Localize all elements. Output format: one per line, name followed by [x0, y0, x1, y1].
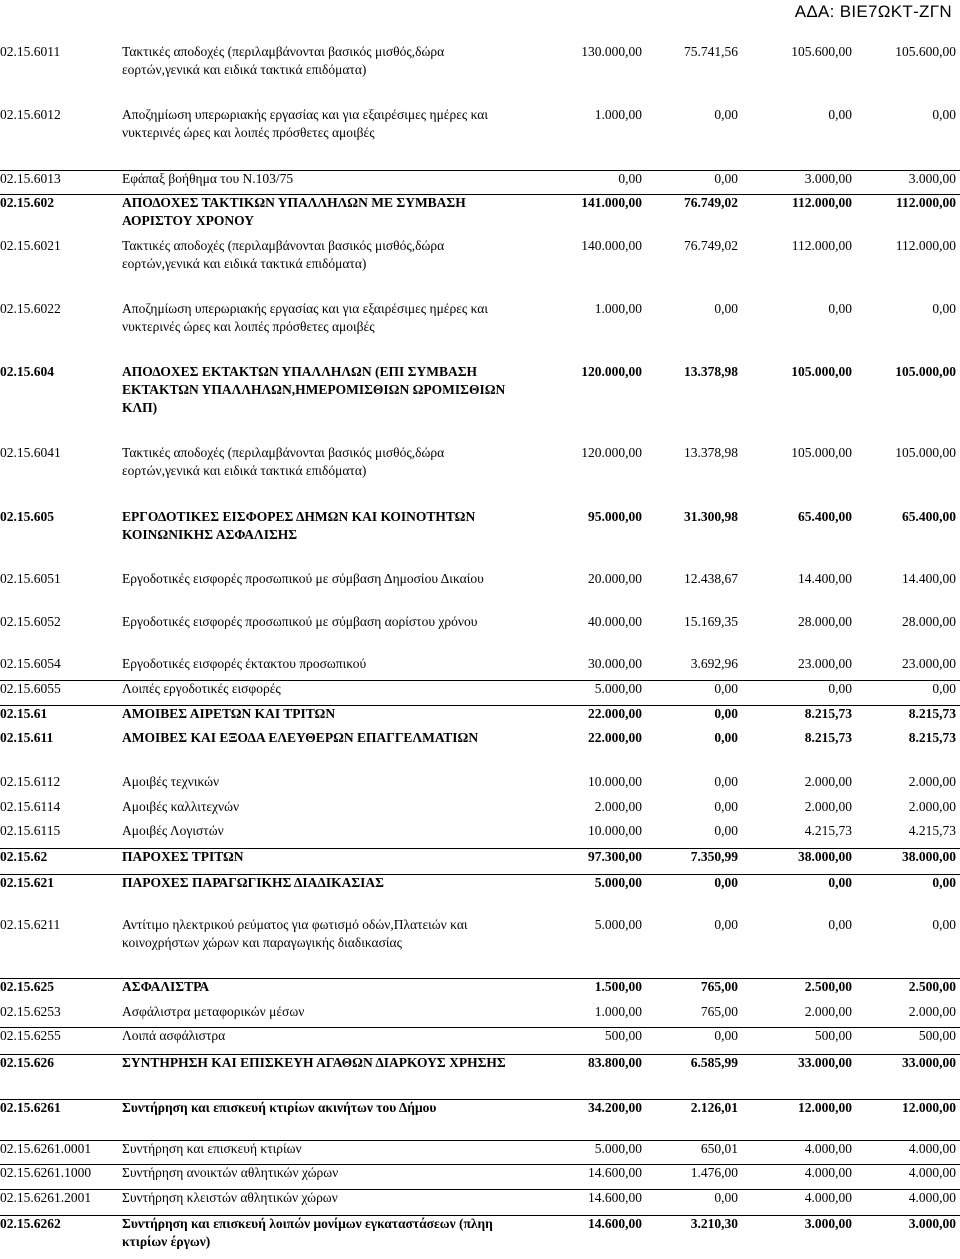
account-description: Ασφάλιστρα μεταφορικών μέσων — [122, 1004, 305, 1019]
proposed-amount: 0,00 — [828, 107, 852, 122]
approved-amount: 0,00 — [932, 301, 956, 316]
approved-amount: 0,00 — [932, 107, 956, 122]
proposed-amount: 105.000,00 — [791, 364, 852, 379]
account-description: Τακτικές αποδοχές (περιλαμβάνονται βασικός μισθός,δώρα εορτών,γενικά και ειδικά τακτικά επιδόματα) — [122, 238, 445, 271]
collected-amount: 0,00 — [714, 917, 738, 932]
proposed-amount: 14.400,00 — [798, 571, 852, 586]
account-code: 02.15.6054 — [0, 656, 61, 671]
collected-amount: 3.210,30 — [690, 1216, 738, 1231]
collected-amount: 6.585,99 — [690, 1055, 738, 1070]
account-code: 02.15.6261.0001 — [0, 1141, 92, 1156]
collected-amount: 0,00 — [714, 107, 738, 122]
approved-amount: 0,00 — [932, 917, 956, 932]
collected-amount: 0,00 — [714, 823, 738, 838]
proposed-amount: 23.000,00 — [798, 656, 852, 671]
proposed-amount: 38.000,00 — [798, 849, 852, 864]
account-description: Συντήρηση και επισκευή λοιπών μονίμων εγκαταστάσεων (πληη κτιρίων έργων) — [122, 1216, 493, 1249]
proposed-amount: 4.000,00 — [804, 1165, 852, 1180]
approved-amount: 112.000,00 — [895, 195, 956, 210]
account-description: ΕΡΓΟΔΟΤΙΚΕΣ ΕΙΣΦΟΡΕΣ ΔΗΜΩΝ ΚΑΙ ΚΟΙΝΟΤΗΤΩΝ ΚΟΙΝΩΝΙΚΗΣ ΑΣΦΑΛΙΣΗΣ — [122, 509, 476, 542]
table-row — [0, 1099, 960, 1115]
proposed-amount: 2.500,00 — [804, 979, 852, 994]
account-code: 02.15.604 — [0, 364, 54, 379]
account-code: 02.15.625 — [0, 979, 54, 994]
budget-amount: 10.000,00 — [588, 823, 642, 838]
proposed-amount: 105.000,00 — [791, 445, 852, 460]
account-description: Συντήρηση ανοικτών αθλητικών χώρων — [122, 1165, 339, 1180]
account-description: Εφάπαξ βοήθημα του Ν.103/75 — [122, 171, 294, 186]
approved-amount: 2.000,00 — [908, 1004, 956, 1019]
budget-amount: 5.000,00 — [594, 1141, 642, 1156]
budget-amount: 1.000,00 — [594, 301, 642, 316]
approved-amount: 105.600,00 — [895, 44, 956, 59]
budget-amount: 0,00 — [618, 171, 642, 186]
budget-amount: 34.200,00 — [588, 1100, 642, 1115]
approved-amount: 28.000,00 — [902, 614, 956, 629]
collected-amount: 75.741,56 — [684, 44, 738, 59]
collected-amount: 650,01 — [700, 1141, 738, 1156]
proposed-amount: 105.600,00 — [791, 44, 852, 59]
collected-amount: 12.438,67 — [684, 571, 738, 586]
table-row — [0, 1140, 960, 1156]
collected-amount: 0,00 — [714, 730, 738, 745]
budget-amount: 5.000,00 — [594, 875, 642, 890]
budget-amount: 140.000,00 — [581, 238, 642, 253]
account-code: 02.15.6115 — [0, 823, 61, 838]
proposed-amount: 28.000,00 — [798, 614, 852, 629]
approved-amount: 2.000,00 — [908, 774, 956, 789]
account-code: 02.15.6261.2001 — [0, 1190, 92, 1205]
account-code: 02.15.6253 — [0, 1004, 61, 1019]
approved-amount: 500,00 — [918, 1028, 956, 1043]
account-description: Συντήρηση κλειστών αθλητικών χώρων — [122, 1190, 338, 1205]
account-description: Εργοδοτικές εισφορές προσωπικού με σύμβαση Δημοσίου Δικαίου — [122, 571, 484, 586]
budget-amount: 22.000,00 — [588, 730, 642, 745]
collected-amount: 0,00 — [714, 706, 738, 721]
collected-amount: 13.378,98 — [684, 364, 738, 379]
approved-amount: 105.000,00 — [895, 364, 956, 379]
collected-amount: 0,00 — [714, 799, 738, 814]
table-row — [0, 170, 960, 186]
budget-amount: 1.500,00 — [594, 979, 642, 994]
account-code: 02.15.6052 — [0, 614, 61, 629]
collected-amount: 765,00 — [700, 979, 738, 994]
account-code: 02.15.6261 — [0, 1100, 61, 1115]
budget-amount: 5.000,00 — [594, 681, 642, 696]
account-description: Τακτικές αποδοχές (περιλαμβάνονται βασικός μισθός,δώρα εορτών,γενικά και ειδικά τακτικά επιδόματα) — [122, 44, 445, 77]
proposed-amount: 2.000,00 — [804, 774, 852, 789]
approved-amount: 4.215,73 — [908, 823, 956, 838]
account-description: Λοιπές εργοδοτικές εισφορές — [122, 681, 281, 696]
proposed-amount: 3.000,00 — [804, 171, 852, 186]
account-description: Εργοδοτικές εισφορές έκτακτου προσωπικού — [122, 656, 367, 671]
proposed-amount: 0,00 — [828, 681, 852, 696]
account-description: ΠΑΡΟΧΕΣ ΤΡΙΤΩΝ — [122, 849, 244, 864]
proposed-amount: 500,00 — [814, 1028, 852, 1043]
account-code: 02.15.626 — [0, 1055, 54, 1070]
account-code: 02.15.61 — [0, 706, 48, 721]
approved-amount: 2.500,00 — [908, 979, 956, 994]
account-code: 02.15.62 — [0, 849, 48, 864]
account-description: Εργοδοτικές εισφορές προσωπικού με σύμβαση αορίστου χρόνου — [122, 614, 478, 629]
approved-amount: 0,00 — [932, 681, 956, 696]
account-code: 02.15.605 — [0, 509, 54, 524]
proposed-amount: 112.000,00 — [791, 238, 852, 253]
budget-amount: 1.000,00 — [594, 107, 642, 122]
collected-amount: 13.378,98 — [684, 445, 738, 460]
collected-amount: 0,00 — [714, 875, 738, 890]
collected-amount: 76.749,02 — [684, 195, 738, 210]
account-code: 02.15.6011 — [0, 44, 61, 59]
table-row — [0, 874, 960, 890]
approved-amount: 112.000,00 — [895, 238, 956, 253]
budget-amount: 1.000,00 — [594, 1004, 642, 1019]
budget-amount: 97.300,00 — [588, 849, 642, 864]
collected-amount: 3.692,96 — [690, 656, 738, 671]
collected-amount: 765,00 — [700, 1004, 738, 1019]
account-description: Αποζημίωση υπερωριακής εργασίας και για εξαιρέσιμες ημέρες και νυκτερινές ώρες και λοιπές πρόσθετες αμοιβές — [122, 107, 488, 140]
approved-amount: 2.000,00 — [908, 799, 956, 814]
account-code: 02.15.6021 — [0, 238, 61, 253]
budget-amount: 120.000,00 — [581, 445, 642, 460]
budget-amount: 130.000,00 — [581, 44, 642, 59]
table-row — [0, 705, 960, 721]
proposed-amount: 3.000,00 — [804, 1216, 852, 1231]
collected-amount: 0,00 — [714, 1190, 738, 1205]
collected-amount: 0,00 — [714, 301, 738, 316]
account-code: 02.15.6255 — [0, 1028, 61, 1043]
approved-amount: 65.400,00 — [902, 509, 956, 524]
proposed-amount: 4.000,00 — [804, 1141, 852, 1156]
proposed-amount: 0,00 — [828, 875, 852, 890]
account-description: Αντίτιμο ηλεκτρικού ρεύματος για φωτισμό οδών,Πλατειών και κοινοχρήστων χώρων και παραγωγικής διαδικασίας — [122, 917, 468, 950]
approved-amount: 4.000,00 — [908, 1190, 956, 1205]
approved-amount: 12.000,00 — [902, 1100, 956, 1115]
collected-amount: 0,00 — [714, 681, 738, 696]
proposed-amount: 0,00 — [828, 917, 852, 932]
approved-amount: 8.215,73 — [908, 706, 956, 721]
account-code: 02.15.602 — [0, 195, 54, 210]
account-code: 02.15.6114 — [0, 799, 61, 814]
approved-amount: 38.000,00 — [902, 849, 956, 864]
approved-amount: 8.215,73 — [908, 730, 956, 745]
approved-amount: 4.000,00 — [908, 1141, 956, 1156]
account-description: Αμοιβές Λογιστών — [122, 823, 224, 838]
proposed-amount: 12.000,00 — [798, 1100, 852, 1115]
budget-amount: 14.600,00 — [588, 1216, 642, 1231]
proposed-amount: 33.000,00 — [798, 1055, 852, 1070]
account-description: ΠΑΡΟΧΕΣ ΠΑΡΑΓΩΓΙΚΗΣ ΔΙΑΔΙΚΑΣΙΑΣ — [122, 875, 385, 890]
account-code: 02.15.6211 — [0, 917, 61, 932]
account-description: Λοιπά ασφάλιστρα — [122, 1028, 226, 1043]
proposed-amount: 112.000,00 — [791, 195, 852, 210]
collected-amount: 0,00 — [714, 1028, 738, 1043]
proposed-amount: 0,00 — [828, 301, 852, 316]
budget-amount: 95.000,00 — [588, 509, 642, 524]
account-description: Αμοιβές τεχνικών — [122, 774, 220, 789]
table-row — [0, 1164, 960, 1180]
ada-reference: ΑΔΑ: ΒΙΕ7ΩΚΤ-ΖΓΝ — [794, 2, 952, 21]
proposed-amount: 2.000,00 — [804, 1004, 852, 1019]
account-code: 02.15.6262 — [0, 1216, 61, 1231]
approved-amount: 3.000,00 — [908, 1216, 956, 1231]
proposed-amount: 2.000,00 — [804, 799, 852, 814]
collected-amount: 0,00 — [714, 171, 738, 186]
account-code: 02.15.6112 — [0, 774, 61, 789]
account-description: ΣΥΝΤΗΡΗΣΗ ΚΑΙ ΕΠΙΣΚΕΥΗ ΑΓΑΘΩΝ ΔΙΑΡΚΟΥΣ ΧΡΗΣΗΣ — [122, 1055, 506, 1070]
budget-amount: 22.000,00 — [588, 706, 642, 721]
collected-amount: 7.350,99 — [690, 849, 738, 864]
budget-amount: 2.000,00 — [594, 799, 642, 814]
budget-amount: 120.000,00 — [581, 364, 642, 379]
table-row — [0, 1027, 960, 1043]
table-row — [0, 1054, 960, 1070]
account-code: 02.15.611 — [0, 730, 54, 745]
collected-amount: 31.300,98 — [684, 509, 738, 524]
account-description: Συντήρηση και επισκευή κτιρίων — [122, 1141, 302, 1156]
budget-amount: 10.000,00 — [588, 774, 642, 789]
approved-amount: 0,00 — [932, 875, 956, 890]
budget-amount: 500,00 — [604, 1028, 642, 1043]
approved-amount: 33.000,00 — [902, 1055, 956, 1070]
collected-amount: 2.126,01 — [690, 1100, 738, 1115]
table-row — [0, 1189, 960, 1205]
approved-amount: 4.000,00 — [908, 1165, 956, 1180]
budget-amount: 14.600,00 — [588, 1190, 642, 1205]
account-description: ΑΜΟΙΒΕΣ ΚΑΙ ΕΞΟΔΑ ΕΛΕΥΘΕΡΩΝ ΕΠΑΓΓΕΛΜΑΤΙΩΝ — [122, 730, 479, 745]
account-description: ΑΠΟΔΟΧΕΣ ΤΑΚΤΙΚΩΝ ΥΠΑΛΛΗΛΩΝ ΜΕ ΣΥΜΒΑΣΗ ΑΟΡΙΣΤΟΥ ΧΡΟΝΟΥ — [122, 195, 466, 228]
account-description: Αποζημίωση υπερωριακής εργασίας και για εξαιρέσιμες ημέρες και νυκτερινές ώρες και λοιπές πρόσθετες αμοιβές — [122, 301, 488, 334]
budget-amount: 20.000,00 — [588, 571, 642, 586]
account-description: Αμοιβές καλλιτεχνών — [122, 799, 240, 814]
table-row — [0, 194, 960, 228]
proposed-amount: 8.215,73 — [804, 730, 852, 745]
approved-amount: 105.000,00 — [895, 445, 956, 460]
approved-amount: 23.000,00 — [902, 656, 956, 671]
budget-amount: 141.000,00 — [581, 195, 642, 210]
account-description: Τακτικές αποδοχές (περιλαμβάνονται βασικός μισθός,δώρα εορτών,γενικά και ειδικά τακτικά επιδόματα) — [122, 445, 445, 478]
account-code: 02.15.6022 — [0, 301, 61, 316]
account-code: 02.15.6041 — [0, 445, 61, 460]
account-description: ΑΜΟΙΒΕΣ ΑΙΡΕΤΩΝ ΚΑΙ ΤΡΙΤΩΝ — [122, 706, 336, 721]
collected-amount: 0,00 — [714, 774, 738, 789]
budget-amount: 30.000,00 — [588, 656, 642, 671]
account-description: ΑΠΟΔΟΧΕΣ ΕΚΤΑΚΤΩΝ ΥΠΑΛΛΗΛΩΝ (ΕΠΙ ΣΥΜΒΑΣΗ ΕΚΤΑΚΤΩΝ ΥΠΑΛΛΗΛΩΝ,ΗΜΕΡΟΜΙΣΘΙΩΝ ΩΡΟΜΙΣΘΙΩΝ ΚΛΠ) — [122, 364, 506, 415]
approved-amount: 14.400,00 — [902, 571, 956, 586]
table-row — [0, 1215, 960, 1249]
budget-amount: 14.600,00 — [588, 1165, 642, 1180]
approved-amount: 3.000,00 — [908, 171, 956, 186]
collected-amount: 1.476,00 — [690, 1165, 738, 1180]
account-code: 02.15.6261.1000 — [0, 1165, 92, 1180]
account-code: 02.15.6012 — [0, 107, 61, 122]
account-description: ΑΣΦΑΛΙΣΤΡΑ — [122, 979, 210, 994]
proposed-amount: 65.400,00 — [798, 509, 852, 524]
account-code: 02.15.6055 — [0, 681, 61, 696]
account-code: 02.15.6051 — [0, 571, 61, 586]
table-row — [0, 680, 960, 696]
proposed-amount: 8.215,73 — [804, 706, 852, 721]
account-description: Συντήρηση και επισκευή κτιρίων ακινήτων του Δήμου — [122, 1100, 437, 1115]
table-row — [0, 978, 960, 994]
proposed-amount: 4.000,00 — [804, 1190, 852, 1205]
budget-amount: 5.000,00 — [594, 917, 642, 932]
collected-amount: 76.749,02 — [684, 238, 738, 253]
budget-amount: 40.000,00 — [588, 614, 642, 629]
account-code: 02.15.621 — [0, 875, 54, 890]
budget-amount: 83.800,00 — [588, 1055, 642, 1070]
collected-amount: 15.169,35 — [684, 614, 738, 629]
table-row — [0, 848, 960, 864]
account-code: 02.15.6013 — [0, 171, 61, 186]
proposed-amount: 4.215,73 — [804, 823, 852, 838]
